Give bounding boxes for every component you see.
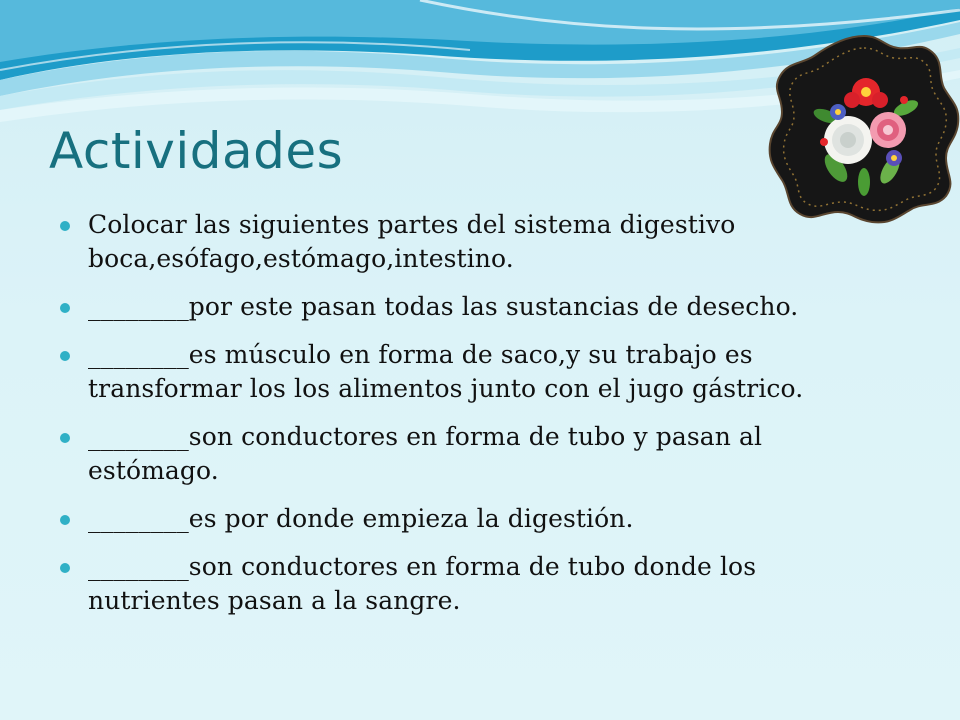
list-item bbox=[58, 420, 858, 488]
list-item bbox=[58, 338, 858, 406]
slide-title: Actividades bbox=[49, 122, 344, 180]
list-item-text: Colocar las siguientes partes del sistema digestivo boca,esófago,estómago,intestino. bbox=[88, 210, 736, 273]
list-item bbox=[58, 502, 858, 536]
bullet-dot-icon bbox=[60, 351, 70, 361]
list-item bbox=[58, 208, 858, 276]
list-item-text: ________es por donde empieza la digestión. bbox=[88, 504, 634, 533]
list-item bbox=[58, 550, 858, 618]
list-item-text: ________son conductores en forma de tubo donde los nutrientes pasan a la sangre. bbox=[88, 552, 757, 615]
floral-tray-icon bbox=[766, 30, 960, 226]
list-item-text: ________son conductores en forma de tubo y pasan al estómago. bbox=[88, 422, 763, 485]
bullet-dot-icon bbox=[60, 221, 70, 231]
list-item-text: ________es músculo en forma de saco,y su trabajo es transformar los los alimentos junto con el jugo gástrico. bbox=[88, 340, 804, 403]
bullet-dot-icon bbox=[60, 303, 70, 313]
bullet-dot-icon bbox=[60, 515, 70, 525]
bullet-dot-icon bbox=[60, 563, 70, 573]
list-item bbox=[58, 290, 858, 324]
bullet-dot-icon bbox=[60, 433, 70, 443]
list-item-text: ________por este pasan todas las sustancias de desecho. bbox=[88, 292, 799, 321]
activity-list bbox=[58, 208, 858, 632]
